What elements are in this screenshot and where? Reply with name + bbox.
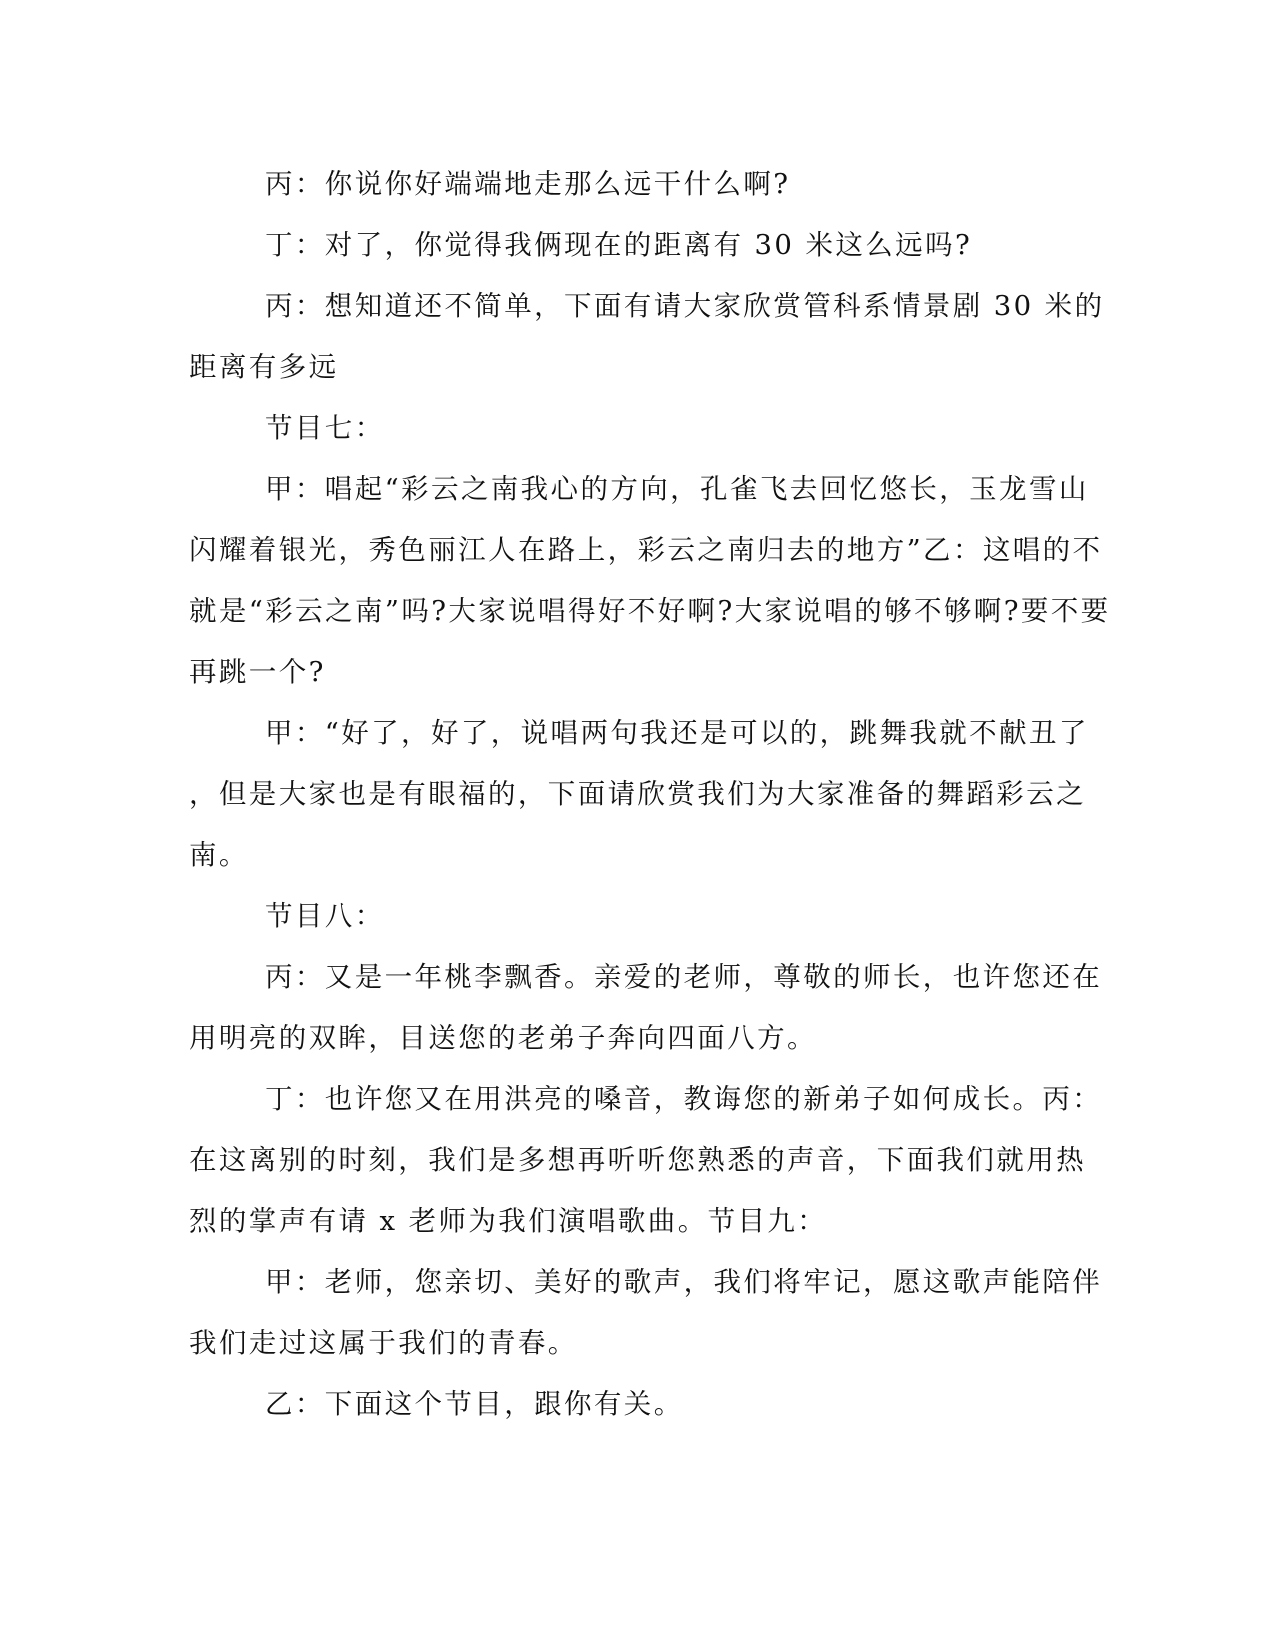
dialogue-line-continuation: ，但是大家也是有眼福的，下面请欣赏我们为大家准备的舞蹈彩云之 (189, 778, 1086, 810)
dialogue-line-continuation: 我们走过这属于我们的青春。 (189, 1327, 578, 1359)
program-heading: 节目七： (265, 412, 385, 444)
dialogue-line: 甲：老师，您亲切、美好的歌声，我们将牢记，愿这歌声能陪伴 (265, 1266, 1103, 1298)
dialogue-line-continuation: 在这离别的时刻，我们是多想再听听您熟悉的声音，下面我们就用热 (189, 1144, 1086, 1176)
dialogue-line-continuation: 再跳一个? (189, 656, 326, 688)
dialogue-line: 丙：又是一年桃李飘香。亲爱的老师，尊敬的师长，也许您还在 (265, 961, 1103, 993)
dialogue-line-continuation: 烈的掌声有请 x 老师为我们演唱歌曲。节目九： (189, 1205, 828, 1237)
dialogue-line: 甲：“好了，好了，说唱两句我还是可以的，跳舞我就不献丑了 (265, 717, 1089, 749)
program-heading: 节目八： (265, 900, 385, 932)
dialogue-line-continuation: 用明亮的双眸，目送您的老弟子奔向四面八方。 (189, 1022, 817, 1054)
document-body (189, 154, 1111, 1435)
dialogue-line-continuation: 就是“彩云之南”吗?大家说唱得好不好啊?大家说唱的够不够啊?要不要 (189, 595, 1111, 627)
dialogue-line: 甲：唱起“彩云之南我心的方向，孔雀飞去回忆悠长，玉龙雪山 (265, 473, 1089, 505)
dialogue-line: 丁：对了，你觉得我俩现在的距离有 30 米这么远吗? (265, 229, 973, 261)
dialogue-line: 丁：也许您又在用洪亮的嗓音，教诲您的新弟子如何成长。丙： (265, 1083, 1103, 1115)
dialogue-line-continuation: 闪耀着银光，秀色丽江人在路上，彩云之南归去的地方”乙：这唱的不 (189, 534, 1103, 566)
dialogue-line-continuation: 南。 (189, 839, 249, 871)
dialogue-line: 丙：想知道还不简单，下面有请大家欣赏管科系情景剧 30 米的 (265, 290, 1105, 322)
dialogue-line-continuation: 距离有多远 (189, 351, 339, 383)
dialogue-line: 乙：下面这个节目，跟你有关。 (265, 1388, 684, 1420)
dialogue-line: 丙：你说你好端端地走那么远干什么啊? (265, 168, 791, 200)
